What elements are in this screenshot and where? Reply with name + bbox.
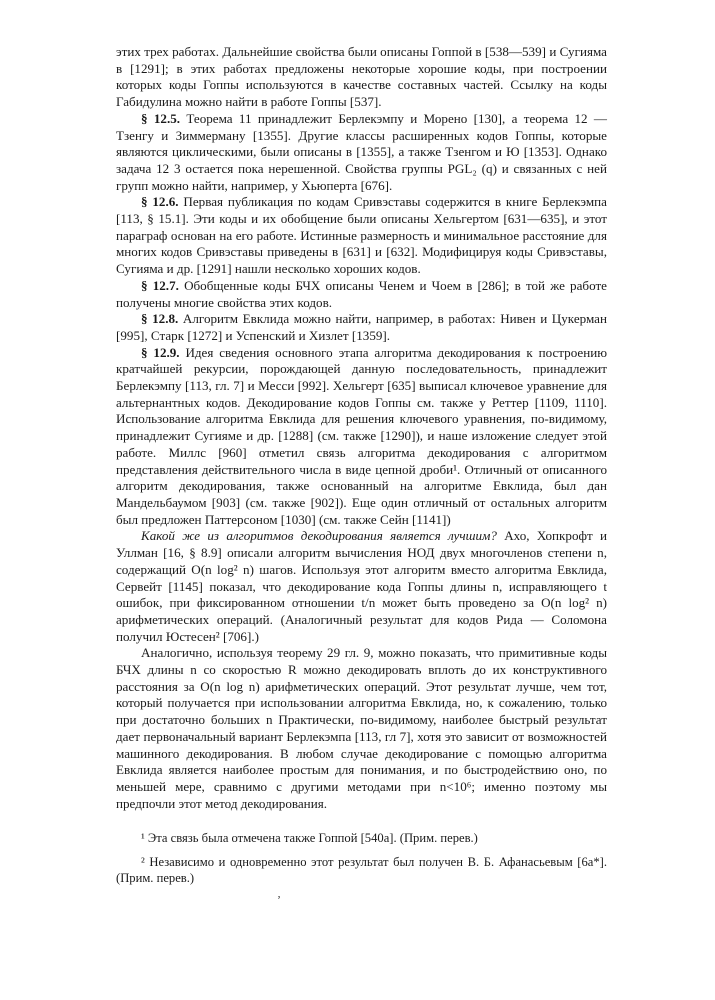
page-body <box>116 44 607 886</box>
paragraph-section-12-8: § 12.8. Алгоритм Евклида можно найти, например, в работах: Нивен и Цукерман [995], Старк [1272] и Успенский и Хизлет [1359]. <box>116 311 607 343</box>
section-heading-12-6: § 12.6. <box>141 194 179 210</box>
section-heading-12-8: § 12.8. <box>141 311 179 327</box>
paragraph-section-12-6: § 12.6. Первая публикация по кодам Сривэставы содержится в книге Берлекэмпа [113, § 15.1]. Эти коды и их обобщение были описаны Хельгертом [631—635], и этот параграф основан на его работе. Истинные размерность и минимальное расстояние для многих кодов Сривэставы приведены в [631] и [632]. Модифицируя коды Сривэставы, Сугияма и др. [1291] нашли несколько хороших кодов. <box>116 194 607 277</box>
paragraph-intro-continuation: этих трех работах. Дальнейшие свойства были описаны Гоппой в [538—539] и Сугияма в [1291]; в этих работах предложены некоторые хорошие коды, при построении которых коды Гоппы используются в качестве составных частей. Ссылку на коды Габидулина можно найти в работе Гоппы [537]. <box>116 44 607 110</box>
paragraph-section-12-7: § 12.7. Обобщенные коды БЧХ описаны Ченем и Чоем в [286]; в той же работе получены многие свойства этих кодов. <box>116 277 607 310</box>
paragraph-section-12-5: § 12.5. Теорема 11 принадлежит Берлекэмпу и Морено [130], а теорема 12 — Тзенгу и Зиммерману [1355]. Другие классы расширенных кодов Гоппы, которые являются циклическими, были описаны в [1355], а также Тзенгом и Ю [1353]. Однако задача 12 3 остается пока нерешенной. Свойства группы PGL₂ (q) и связанных с ней групп можно найти, например, у Хьюперта [676]. <box>116 110 608 193</box>
footnotes <box>116 830 607 886</box>
paragraph-best-algorithm: Какой же из алгоритмов декодирования является лучшим? Ахо, Хопкрофт и Уллман [16, § 8.9] описали алгоритм вычисления НОД двух многочленов степени n, содержащий O(n log² n) шагов. Используя этот алгоритм вместо алгоритма Евклида, Сервейт [1145] показал, что декодирование кода Гоппы длины n, исправляющего t ошибок, при фиксированном отношении t/n может быть проведено за O(n log² n) арифметических операций. (Аналогичный результат для кодов Рида — Соломона получил Юстесен² [706].) <box>116 528 608 644</box>
section-heading-12-7: § 12.7. <box>141 277 179 293</box>
stray-print-mark: ʼ <box>277 893 281 907</box>
section-heading-12-5: § 12.5. <box>141 110 181 126</box>
paragraph-bch-decoding: Аналогично, используя теорему 29 гл. 9, можно показать, что примитивные коды БЧХ длины n со скоростью R можно декодировать вплоть до их конструктивного расстояния за O(n log n) арифметических операций. Этот результат лучше, чем тот, который получается при использовании алгоритма Евклида, но, к сожалению, только при достаточно больших n Практически, по-видимому, наиболее быстрый результат дает первоначальный вариант Берлекэмпа [113, гл 7], хотя это зависит от возможностей машинного декодирования. В любом случае декодирование с помощью алгоритма Евклида является наиболее простым для понимания, и по быстродействию оно, по меньшей мере, сравнимо с другими методами при n<10⁶; именно поэтому мы предпочли этот метод декодирования. <box>116 645 607 811</box>
footnote-1: ¹ Эта связь была отмечена также Гоппой [540а]. (Прим. перев.) <box>141 831 478 846</box>
paragraph-section-12-9: § 12.9. Идея сведения основного этапа алгоритма декодирования к построению кратчайшей рекурсии, порождающей данную последовательность, принадлежит Берлекэмпу [113, гл. 7] и Месси [992]. Хельгерт [635] выписал ключевое уравнение для альтернантных кодов. Декодирование кодов Гоппы см. также у Реттер [1109, 1110]. Использование алгоритма Евклида для решения ключевого уравнения, по-видимому, принадлежит Сугияме и др. [1288] (см. также [1290]), и наше изложение следует этой работе. Миллс [960] отметил связь алгоритма декодирования с алгоритмом представления действительного числа в виде цепной дроби¹. Отличный от описанного алгоритм декодирования, также основанный на алгоритме Евклида, был дан Мандельбаумом [903] (см. также [902]). Еще один отличный от остальных алгоритм был предложен Паттерсоном [1030] (см. также Сейн [1141]) <box>116 344 608 527</box>
footnote-2: ² Независимо и одновременно этот результат был получен В. Б. Афанасьевым [6а*]. (Прим. перев.) <box>116 855 607 886</box>
section-heading-12-9: § 12.9. <box>141 344 180 360</box>
italic-question: Какой же из алгоритмов декодирования является лучшим? <box>141 528 497 544</box>
